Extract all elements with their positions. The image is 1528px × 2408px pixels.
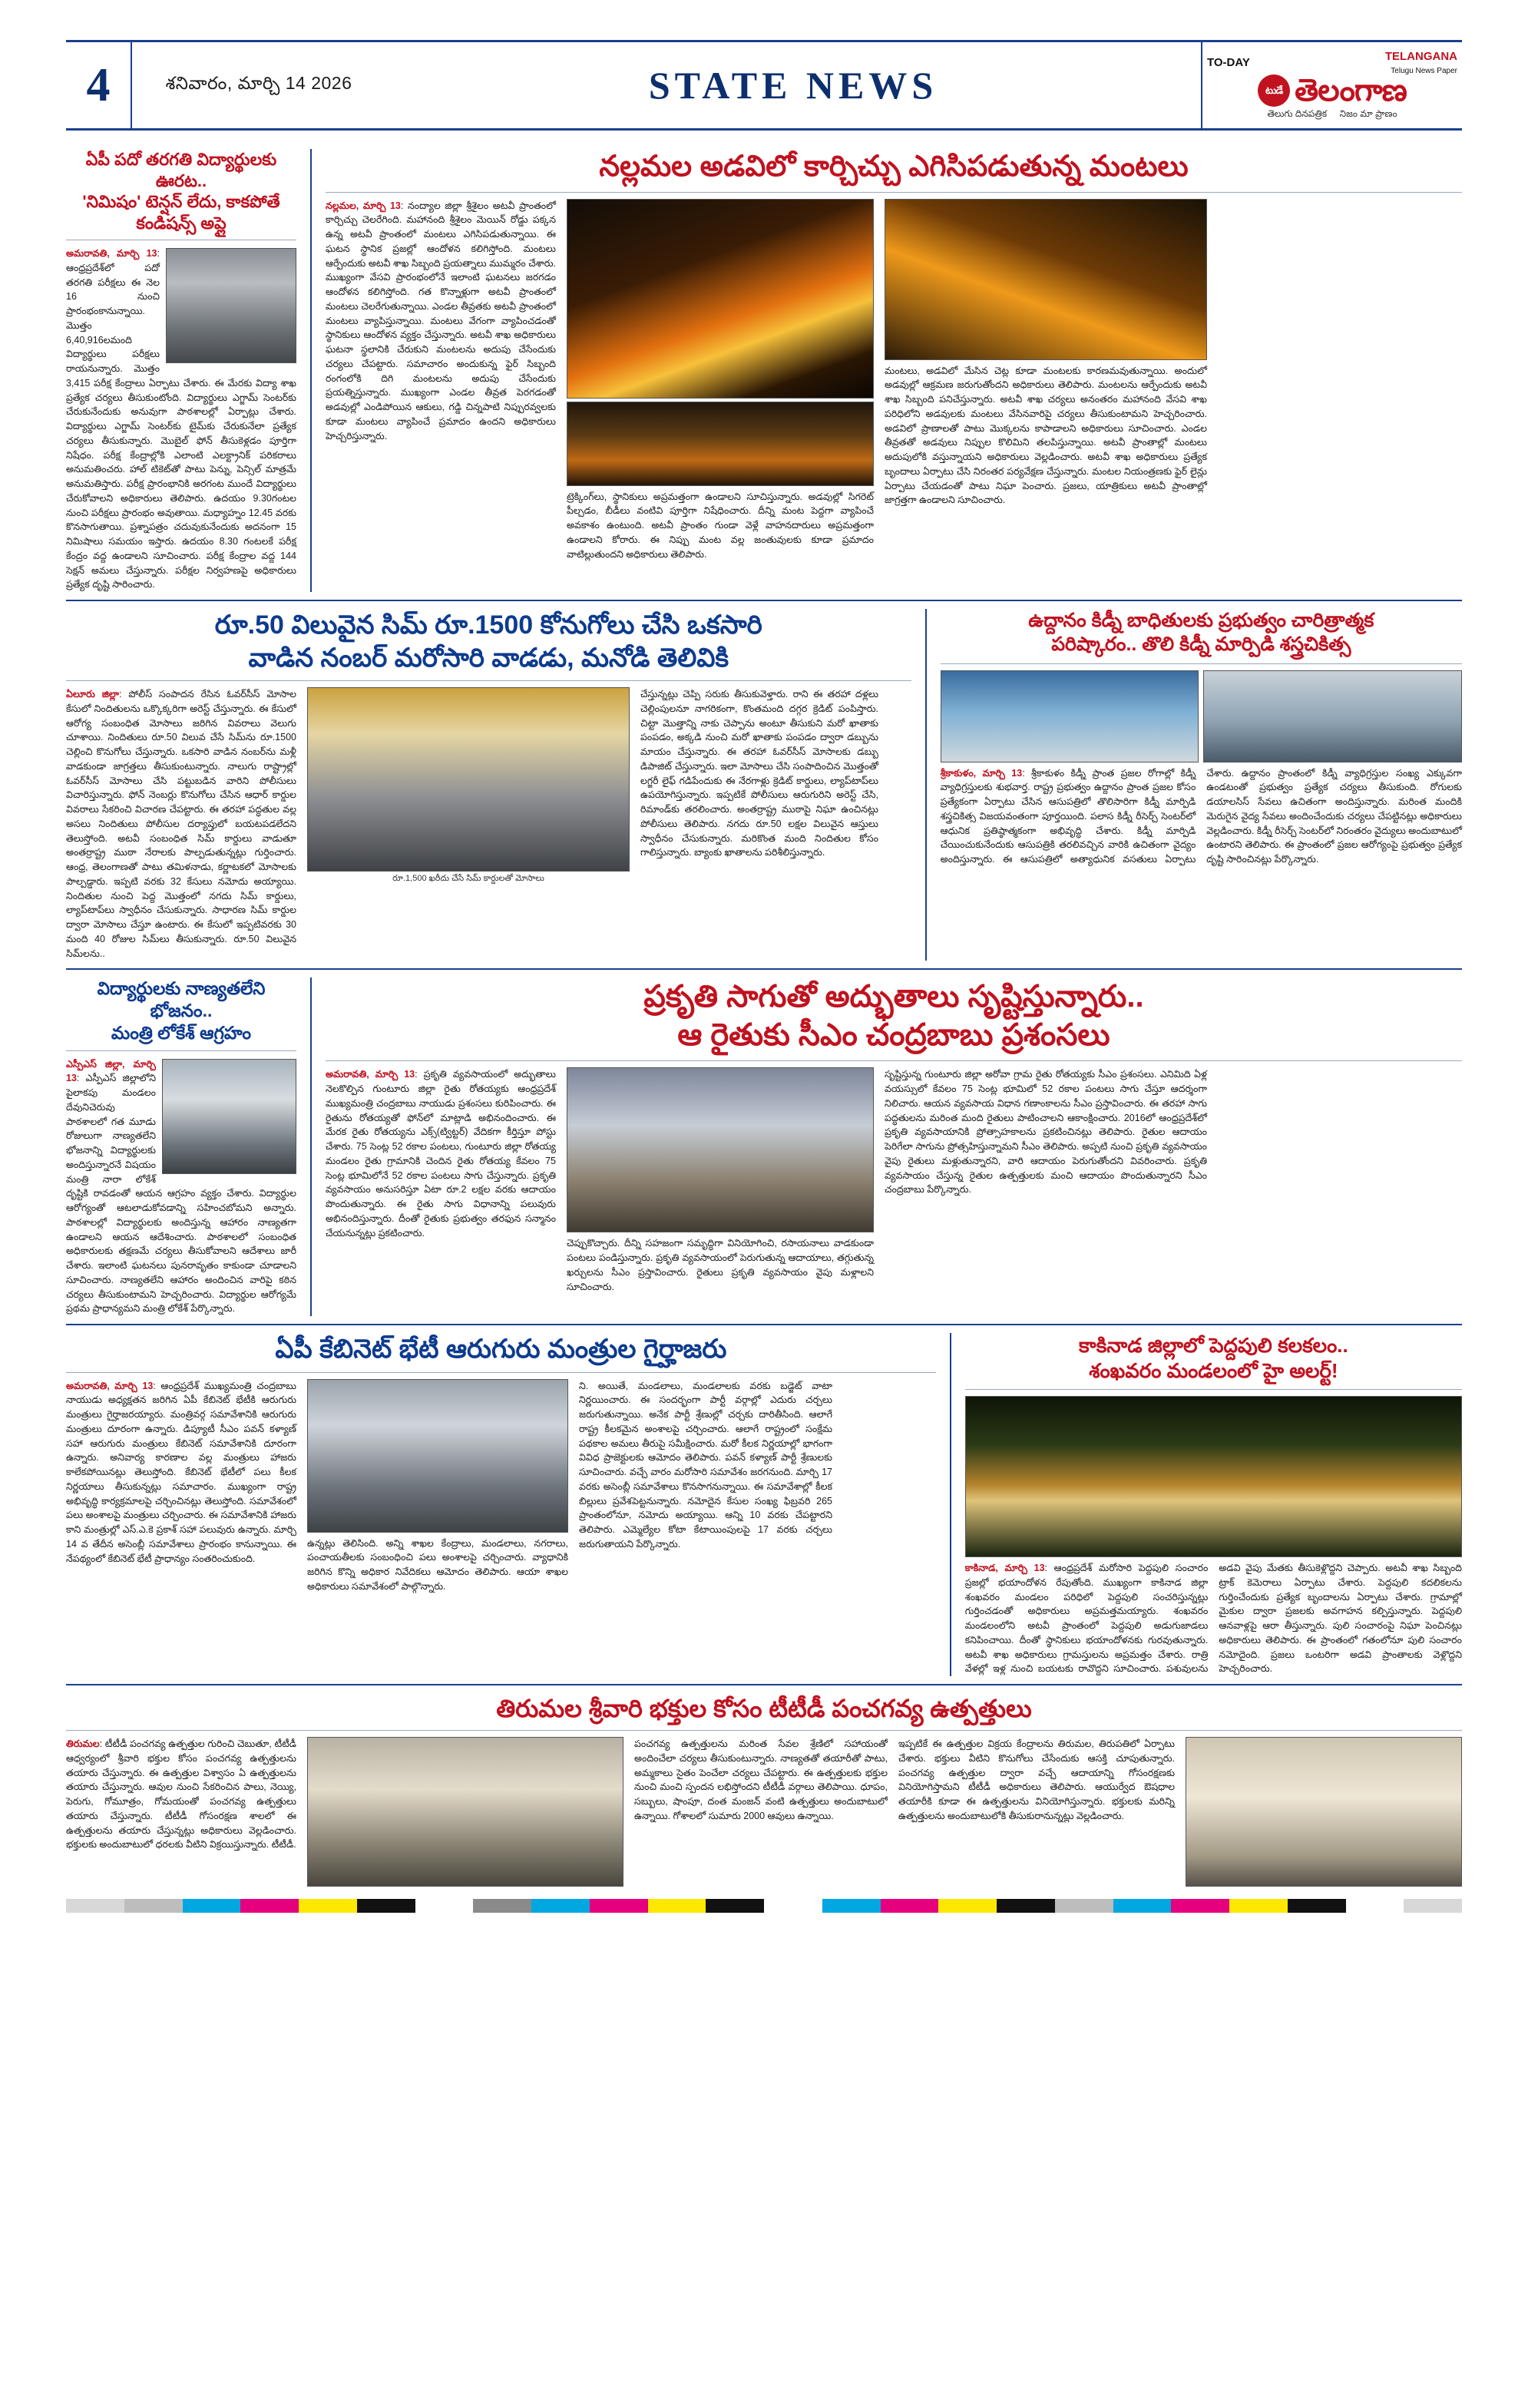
forest-fire-photo bbox=[567, 199, 874, 399]
colorbar-swatch-14 bbox=[881, 1899, 939, 1913]
ttd-col3: ఇప్పటికే ఈ ఉత్పత్తుల విక్రయ కేంద్రాలను తిరుమల, తిరుపతిలో ఏర్పాటు చేశారు. భక్తులు వీటిని కొనుగోలు చేసేందుకు ఆసక్తి చూపుతున్నారు. పంచగవ్య ఉత్పత్తుల ద్వారా వచ్చే ఆదాయాన్ని గోసంరక్షణకు వినియోగిస్తామని టీటీడీ అధికారులు తెలిపారు. ఆయుర్వేద ఔషధాల తయారీకి కూడా ఈ ఉత్పత్తులను వినియోగిస్తున్నారు. భక్తులకు మరిన్ని ఉత్పత్తులను అందుబాటులోకి తీసుకురానున్నట్లు వెల్లడించారు. bbox=[898, 1738, 1175, 1821]
tiger-body bbox=[965, 1561, 1462, 1676]
print-registration-colorbar bbox=[66, 1899, 1462, 1913]
story-tiger bbox=[965, 1333, 1462, 1676]
row-third bbox=[66, 977, 1462, 1316]
story-nallamala bbox=[326, 149, 1462, 592]
nallamala-col2: ట్రెక్కింగ్‌లు, స్థానికులు అప్రమత్తంగా ఉండాలని సూచిస్తున్నారు. అడవుల్లో సిగరెట్ పీల్చడం, బీడీలు వంటివి పూర్తిగా నిషేధించారు. దీన్ని మంట పెద్దగా వ్యాపించే అవకాశం ఉంటుంది. అటవీ ప్రాంతం గుండా వెళ్లే వాహనదారులు అప్రమత్తంగా ఉండాలని కోరారు. ఈ నిప్పు మంట వల్ల జంతువులకు కూడా ప్రమాదం వాటిల్లుతుందని అధికారులు తెలిపారు. bbox=[567, 491, 874, 560]
colorbar-swatch-19 bbox=[1171, 1899, 1229, 1913]
tiger-dateline: కాకినాడ, మార్చి 13 bbox=[964, 1563, 1045, 1573]
section-title: STATE NEWS bbox=[648, 64, 938, 107]
cabinet-dateline: అమరావతి, మార్చి 13 bbox=[66, 1380, 154, 1391]
row-top bbox=[66, 149, 1462, 592]
cabinet-text1: : ఆంధ్రప్రదేశ్ ముఖ్యమంత్రి చంద్రబాబు నాయుడు అధ్యక్షతన జరిగిన ఏపీ కేబినెట్ భేటీకి ఆరుగురు మంత్రులు గైర్హాజరయ్యారు. మంత్రివర్గ సమావేశానికి ఆరుగురు మంత్రులు దూరంగా ఉన్నారు. డిప్యూటీ సీఎం పవన్ కళ్యాణ్ సహా ఆరుగురు మంత్రులు కేబినెట్ సమావేశానికి దూరంగా ఉన్నారు. అనివార్య కారణాల వల్ల మంత్రులు హాజరు కాలేకపోయినట్లు తెలుస్తోంది. కేబినెట్ భేటీలో పలు కీలక నిర్ణయాలు తీసుకున్నట్లు సమాచారం. ముఖ్యంగా రాష్ట్ర అభివృద్ధి కార్యక్రమాలపై చర్చించినట్లు తెలుస్తోంది. సమావేశంలో పలు అంశాలపై మంత్రులు చర్చించారు. ఈ సమావేశానికి హాజరు కాని మంత్రుల్లో ఎస్.ఎ.కె ప్రకాశ్ సహా పలువురు ఉన్నారు. మార్చి 14 వ తేదీన అసెంబ్లీ సమావేశాలు ప్రారంభం కానున్నాయి. ఈ నేపథ్యంలో కేబినెట్ భేటీ ప్రాధాన్యం సంతరించుకుంది. bbox=[66, 1380, 297, 1564]
hospital-text: : శ్రీకాకుళం కిడ్నీ ప్రాంత ప్రజల రోగాల్లో కిడ్నీ వ్యాధిగ్రస్తులకు శుభవార్త. రాష్ట్ర ప్రభుత్వం ఉద్దానం ప్రాంత ప్రజల కోసం ప్రత్యేకంగా ఏర్పాటు చేసిన ఆసుపత్రిలో తొలిసారిగా కిడ్నీ మార్పిడి శస్త్రచికిత్స విజయవంతంగా పూర్తయింది. పలాస కిడ్నీ రీసెర్చ్ సెంటర్‌లో ఆధునిక ప్రతిష్ఠాత్మకంగా అభివృద్ధి చేశారు. కిడ్నీ మార్పిడి చేయించుకునేందుకు ఆసుపత్రికి తరలివచ్చిన వారికి ఉచితంగా వైద్యం అందిస్తున్నారు. ఈ ఆసుపత్రిలో అత్యాధునిక వసతులు ఏర్పాటు చేశారు. ఉద్దానం ప్రాంతంలో కిడ్నీ వ్యాధిగ్రస్తుల సంఖ్య ఎక్కువగా ఉండటంతో ప్రభుత్వం ప్రత్యేక చర్యలు తీసుకుంది. రోగులకు డయాలసిస్ సేవలు ఉచితంగా అందిస్తున్నారు. మరింత మందికి మెరుగైన వైద్య సేవలు అందించేందుకు చర్యలు చేపట్టినట్లు అధికారులు వెల్లడించారు. కిడ్నీ రీసెర్చ్ సెంటర్‌లో నిరంతరం వైద్యులు అందుబాటులో ఉంటారని తెలిపారు. ఈ ప్రాంతంలో ప్రజల ఆరోగ్యంపై ప్రభుత్వం ప్రత్యేక దృష్టి సారించినట్లు పేర్కొన్నారు. bbox=[940, 767, 1462, 865]
colorbar-swatch-1 bbox=[124, 1899, 183, 1913]
ttd-photo-2 bbox=[1186, 1737, 1462, 1887]
cabinet-col1 bbox=[66, 1379, 296, 1566]
tiger-headline-2: శంఖవరం మండలంలో హై అలర్ట్! bbox=[1089, 1358, 1338, 1382]
colorbar-swatch-17 bbox=[1055, 1899, 1113, 1913]
cm-col2: చెప్పుకొచ్చారు. దీన్ని సహజంగా సమృద్ధిగా వినియోగించి, రసాయనాలు వాడకుండా పంటలు పండిస్తున్నారు. ప్రకృతి వ్యవసాయంలో పెరుగుతున్న ఆదాయాలు, తగ్గుతున్న ఖర్చులను సీఎం ప్రస్తావించారు. రైతులు ప్రకృతి వ్యవసాయం వైపు మళ్లాలని సూచించారు. bbox=[567, 1238, 874, 1292]
story-cm-praise bbox=[326, 977, 1462, 1316]
sim-text1: : పోలీస్ సంపాదన రేసిన ఓవర్‌సీస్ మోసాల కేసులో నిందితులను ఒక్కొక్కరిగా అరెస్ట్ చేస్తున్నారు. ఈ కేసులో ఆరోగ్య సంబంధిత మోసాలు జరిగిన వివరాలు వెలుగు చూశాయి. నిందితులు రూ.50 విలువ చేసే సిమ్‌ను రూ.1500 చెల్లించి కొనుగోలు చేస్తున్నారు. ఒకసారి వాడిన నంబర్‌ను మళ్లీ వాడకుండా జాగ్రత్తలు తీసుకుంటున్నారు. నాలుగు రాష్ట్రాల్లో ఓవర్‌సీస్ మోసాలు చేసి పట్టుబడిన వారిని పోలీసులు విచారిస్తున్నారు. ఫోన్ నెంబర్లు కొనుగోలు చేసిన ఆధార్ కార్డుల వివరాలు సేకరించి విచారణ చేపట్టారు. ఈ తరహా పద్ధతుల వల్ల అసలు నిందితులు పోలీసుల దర్యాప్తులో బయటపడలేదని తెలుస్తోంది. అటవీ సంబంధిత సిమ్ కార్డులు వాడుతూ అంతర్రాష్ట్ర ముఠా నేరాలకు పాల్పడుతున్నట్లు గుర్తించారు. ఆంధ్ర, తెలంగాణతో పాటు తమిళనాడు, కర్ణాటకలో మోసాలకు పాల్పడ్డారు. ఇప్పటి వరకు 32 కేసులు నమోదు అయ్యాయి. నిందితుల నుంచి పెద్ద మొత్తంలో నగదు సిమ్ కార్డులు, ల్యాప్‌టాప్‌లు స్వాధీనం చేసుకున్నారు. సాధారణ సిమ్ కార్డుల ద్వారా మోసాలు చేస్తూ ఉంటారు. ఈ కేసులో ఇప్పటివరకు 30 మంది 40 రోజుల సిమ్‌లు తీసుకున్నారు. రూ.50 విలువైన సిమ్‌లను.. bbox=[66, 689, 296, 959]
colorbar-swatch-15 bbox=[938, 1899, 997, 1913]
row-fourth bbox=[66, 1333, 1462, 1676]
classroom-photo bbox=[166, 248, 296, 363]
cabinet-meeting-photo bbox=[307, 1379, 568, 1533]
nallamala-col1 bbox=[326, 199, 556, 444]
colorbar-swatch-20 bbox=[1229, 1899, 1288, 1913]
ttd-col1 bbox=[66, 1737, 296, 1852]
ttd-headline: తిరుమల శ్రీవారి భక్తుల కోసం టీటీడీ పంచగవ్య ఉత్పత్తులు bbox=[496, 1695, 1032, 1722]
ttd-photo-1 bbox=[307, 1737, 623, 1887]
cm-headline-2: ఆ రైతుకు సీఎం చంద్రబాబు ప్రశంసలు bbox=[677, 1018, 1110, 1053]
colorbar-swatch-3 bbox=[240, 1899, 299, 1913]
story-cabinet bbox=[66, 1333, 936, 1676]
colorbar-swatch-11 bbox=[706, 1899, 764, 1913]
newspaper-page bbox=[0, 40, 1528, 2408]
colorbar-swatch-5 bbox=[357, 1899, 415, 1913]
minister-lokesh-photo bbox=[162, 1059, 296, 1174]
colorbar-swatch-6 bbox=[415, 1899, 474, 1913]
hospital-headline-2: పరిష్కారం.. తొలి కిడ్నీ మార్పిడి శస్త్రచికిత్స bbox=[1051, 633, 1351, 656]
cm-col1 bbox=[326, 1067, 556, 1240]
colorbar-swatch-22 bbox=[1346, 1899, 1404, 1913]
sim-district: ఏలూరు జిల్లా bbox=[66, 689, 120, 700]
nallamala-headline: నల్లమల అడవిలో కార్చిచ్చు ఎగిసిపడుతున్న మంటలు bbox=[599, 150, 1189, 183]
nallamala-text1: : నంద్యాల జిల్లా శ్రీశైలం అటవీ ప్రాంతంలో కార్చిచ్చు చెలరేగింది. మహానంది శ్రీశైలం మెయిన్ రోడ్డు పక్కన ఉన్న అటవీ ప్రాంతంలో మంటలు ఎగిసిపడుతున్నాయి. ఈ ఘటన స్థానిక ప్రజల్లో ఆందోళన కలిగిస్తోంది. మంటలు ఆర్పేందుకు అటవీ శాఖ సిబ్బంది ప్రయత్నాలు ముమ్మరం చేశారు. ముఖ్యంగా వేసవి ప్రారంభంలోనే ఇలాంటి ఘటనలు జరగడం ఆందోళన కలిగిస్తోంది. గత కొన్నాళ్లుగా అటవీ ప్రాంతంలో మంటలు చెలరేగుతున్నాయి. ఎండల తీవ్రతకు అటవీ ప్రాంతంలో మంటలు వ్యాపిస్తున్నాయి. మంటలు వేగంగా వ్యాపించడంతో స్థానికులు ఆందోళన వ్యక్తం చేస్తున్నారు. అటవీ శాఖ అధికారులు ఘటనా స్థలానికి చేరుకుని మంటలను అదుపు చేసేందుకు చర్యలు చేపట్టారు. సమాచారం అందుకున్న ఫైర్ సిబ్బంది రంగంలోకి దిగి మంటలను అదుపు చేసేందుకు ప్రయత్నిస్తున్నారు. ముఖ్యంగా ఎండల తీవ్రత పెరగడంతో అడవుల్లో ఎండిపోయిన ఆకులు, గడ్డి చిన్నపాటి నిప్పురవ్వలకు కూడా మంటలు వ్యాపించే ప్రమాదం ఉందని అధికారులు హెచ్చరిస్తున్నారు. bbox=[326, 200, 556, 442]
logo-strap-left: తెలుగు దినపత్రిక bbox=[1267, 108, 1327, 119]
chandrababu-photo bbox=[567, 1067, 874, 1232]
cm-headline-1: ప్రకృతి సాగుతో అద్భుతాలు సృష్టిస్తున్నారు.. bbox=[643, 980, 1144, 1014]
hospital-dateline: శ్రీకాకుళం, మార్చి 13 bbox=[940, 767, 1023, 779]
logo-tagline: Telugu News Paper bbox=[1391, 66, 1457, 75]
colorbar-swatch-16 bbox=[997, 1899, 1055, 1913]
lokesh-text: : ఎస్పీఎస్ జిల్లాలోని పైలాకపు మండలం దేవునిచెరువు పాఠశాలలో గత మూడు రోజులుగా నాణ్యతలేని భోజనాన్ని విద్యార్థులకు అందిస్తున్నారనే విషయం మంత్రి నారా లోకేశ్ దృష్టికి రావడంతో ఆయన ఆగ్రహం వ్యక్తం చేశారు. విద్యార్థుల ఆరోగ్యంతో ఆటలాడుకోవడాన్ని సహించబోమని అన్నారు. పాఠశాలల్లో విద్యార్థులకు అందిస్తున్న ఆహారం నాణ్యతగా ఉండాలని ఆయన ఆదేశించారు. పాఠశాలలో సంబంధిత అధికారులకు తక్షణమే చర్యలు తీసుకోవాలని ఆదేశాలు జారీ చేశారు. ఇలాంటి ఘటనలు పునరావృతం కాకుండా చూడాలని సూచించారు. నాణ్యతలేని ఆహారం అందించిన వారిపై కఠిన చర్యలు తీసుకుంటామని హెచ్చరించారు. విద్యార్థుల ఆరోగ్యమే ప్రథమ ప్రాధాన్యమని మంత్రి లోకేశ్ పేర్కొన్నారు. bbox=[66, 1073, 296, 1315]
newspaper-logo bbox=[1201, 42, 1462, 128]
logo-today: TO-DAY bbox=[1207, 56, 1250, 69]
masthead bbox=[66, 40, 1462, 131]
masthead-date: శనివారం, మార్చి 14 2026 bbox=[165, 72, 352, 93]
story-ttd bbox=[66, 1693, 1462, 1887]
ap-exams-headline-2: 'నిమిషం' టెన్షన్ లేదు, కాకపోతే కండిషన్స్ అప్లై bbox=[82, 192, 280, 233]
forest-fire-photo-3 bbox=[885, 199, 1207, 360]
logo-badge: టుడే bbox=[1258, 74, 1290, 107]
cm-col3: సృష్టిస్తున్న గుంటూరు జిల్లా అరోవా గ్రామ రైతు రోతయ్యకు సీఎం ప్రశంసలు. ఎనిమిది ఏళ్ల వయస్సులో కేవలం 75 సెంట్ల భూమిలో 52 రకాల పంటలు సాగు చేస్తూ ఆదర్శంగా నిలిచారు. ఆయన వ్యవసాయ విధాన గణాంకాలను సీఎం ప్రస్తావించారు. ఈ తరహా సాగు పద్ధతులను మరింత మంది రైతులు పాటించాలని ఆకాంక్షించారు. 2016లో ఆంధ్రప్రదేశ్‌లో ప్రకృతి వ్యవసాయానికి ప్రోత్సాహకాలను ప్రకటించినట్లు తెలిపారు. రైతుల ఆదాయం పెరిగేలా సాగును ప్రోత్సహిస్తున్నామని సీఎం తెలిపారు. అప్పటి నుంచి ప్రకృతి వ్యవసాయం వైపు రైతులు మళ్లుతున్నారని, వారి ఆదాయం పెరుగుతోందని వివరించారు. ప్రకృతి వ్యవసాయం చేస్తున్న రైతుల ఉత్పత్తులకు మంచి ఆదాయం పొందుతున్నారని సీఎం చంద్రబాబు పేర్కొన్నారు. bbox=[885, 1069, 1207, 1196]
tiger-headline-1: కాకినాడ జిల్లాలో పెద్దపులి కలకలం.. bbox=[1079, 1334, 1348, 1357]
tiger-photo bbox=[965, 1396, 1462, 1557]
colorbar-swatch-13 bbox=[822, 1899, 881, 1913]
cm-text1: : ప్రకృతి వ్యవసాయంలో అద్భుతాలు నెలకొల్పిన గుంటూరు జిల్లా రైతు రోతయ్యకు ఆంధ్రప్రదేశ్ ముఖ్యమంత్రి చంద్రబాబు నాయుడు ప్రశంసలు కురిపించారు. ఈ రైతును రోతయ్యతో ఫోన్‌లో మాట్లాడి అభినందించారు. ఈ మేరక రైతు రోతయ్యను ఎక్స్‌(ట్విట్టర్) వేదికగా కీర్తిస్తూ పోస్టు చేశారు. 75 సెంట్ల 52 రకాల పంటలు, గుంటూరు జిల్లా రోతయ్య మండలం రైతు గ్రామానికి చెందిన రైతు రోతయ్య కేవలం 75 సెంట్ల భూమిలోనే 52 రకాల పంటలు సాగు చేస్తున్నారు. ప్రకృతి వ్యవసాయం అనుసరిస్తూ ఏటా రూ.2 లక్షల వరకు ఆదాయం పొందుతున్నారు. ఈ రైతు సాగు విధానాన్ని పలువురు అభినందిస్తున్నారు. దీంతో రైతుకు ప్రభుత్వం తరఫున సన్మానం చేయనున్నట్లు ప్రకటించారు. bbox=[326, 1069, 556, 1239]
colorbar-swatch-10 bbox=[648, 1899, 706, 1913]
hospital-photo-2 bbox=[1203, 670, 1462, 762]
colorbar-swatch-21 bbox=[1288, 1899, 1346, 1913]
lokesh-headline-2: మంత్రి లోకేశ్ ఆగ్రహం bbox=[111, 1022, 252, 1043]
colorbar-swatch-12 bbox=[764, 1899, 822, 1913]
ttd-text1: : టీటీడీ పంచగవ్య ఉత్పత్తుల గురించి చెబుతూ, టీటీడీ ఆధ్వర్యంలో శ్రీవారి భక్తుల కోసం పంచగవ్య ఉత్పత్తులను తయారు చేస్తున్నారు. ఈ ఉత్పత్తుల విశ్వాసం ఏ ఉత్పత్తులను తయారు చేస్తున్నారు. ఆవుల నుంచి సేకరించిన పాలు, నెయ్యి, పెరుగు, గోమూత్రం, గోమయంతో పంచగవ్య ఉత్పత్తులు తయారు చేస్తున్నారు. టీటీడీ గోసంరక్షణ శాలలో ఈ ఉత్పత్తులను తయారు చేస్తున్నట్లు అధికారులు వెల్లడించారు. భక్తులకు అందుబాటులో ధరలకు వీటిని విక్రయిస్తున్నారు. టీటీడీ. bbox=[66, 1738, 296, 1851]
cabinet-headline: ఏపీ కేబినెట్ భేటీ ఆరుగురు మంత్రుల గైర్హాజరు bbox=[275, 1335, 727, 1364]
logo-telangana-en: TELANGANA bbox=[1384, 49, 1457, 63]
sim-headline-1: రూ.50 విలువైన సిమ్ రూ.1500 కోనుగోలు చేసి ఒకసారి bbox=[214, 610, 762, 640]
story-ap-exams bbox=[66, 149, 296, 592]
row-second bbox=[66, 609, 1462, 961]
tiger-text: : ఆంధ్రప్రదేశ్ మరోసారి పెద్దపులి సంచారం ప్రజల్లో భయాందోళన రేపుతోంది. ముఖ్యంగా కాకినాడ జిల్లా శంఖవరం మండలం పరిధిలో పెద్దపులి సంచరిస్తున్నట్లు గుర్తించడంతో అధికారులు అప్రమత్తమయ్యారు. శంఖవరం మండలంలోని అటవీ ప్రాంతంలో పెద్దపులి అడుగుజాడలు కనిపించాయి. దీంతో స్థానికులు భయాందోళనకు గురవుతున్నారు. అటవీ శాఖ అధికారులు గ్రామస్తులను అప్రమత్తం చేశారు. రాత్రి వేళల్లో ఇళ్ల నుంచి బయటకు రావొద్దని సూచించారు. పశువులను అడవి వైపు మేతకు తీసుకెళ్లొద్దని చెప్పారు. అటవీ శాఖ సిబ్బంది ట్రాక్ కెమెరాలు ఏర్పాటు చేశారు. పెద్దపులి కదలికలను గుర్తించేందుకు ప్రత్యేక బృందాలను ఏర్పాటు చేశారు. గ్రామాల్లో మైకుల ద్వారా ప్రజలకు అవగాహన కల్పిస్తున్నారు. పెద్దపులి ఆనవాళ్లపై ఆరా తీస్తున్నారు. పులి సంచారంపై నిఘా పెంచినట్లు అధికారులు తెలిపారు. ఈ ప్రాంతంలో గతంలోనూ పులి సంచారం నమోదైంది. ప్రజలు ఒంటరిగా అడవి ప్రాంతాలకు వెళ్లొద్దని హెచ్చరించారు. bbox=[964, 1563, 1462, 1675]
hospital-photo-1 bbox=[941, 670, 1199, 762]
colorbar-swatch-7 bbox=[473, 1899, 531, 1913]
ap-exams-dateline: అమరావతి, మార్చి 13 bbox=[66, 248, 157, 259]
logo-name-te: తెలంగాణ bbox=[1295, 73, 1407, 108]
cm-dateline: అమరావతి, మార్చి 13 bbox=[326, 1069, 415, 1080]
colorbar-swatch-23 bbox=[1404, 1899, 1462, 1913]
ttd-dateline: తిరుమల bbox=[66, 1738, 100, 1749]
sim-col1 bbox=[66, 687, 296, 961]
colorbar-swatch-0 bbox=[66, 1899, 124, 1913]
forest-fire-photo-2 bbox=[567, 402, 874, 486]
lokesh-headline-1: విద్యార్థులకు నాణ్యతలేని భోజనం.. bbox=[97, 978, 266, 1020]
ap-exams-text: : ఆంధ్రప్రదేశ్‌లో పదో తరగతి పరీక్షలు ఈ నెల 16 నుంచి ప్రారంభంకానున్నాయి. మొత్తం 6,40,916లమంది విద్యార్థులు పరీక్షలు రాయనున్నారు. మొత్తం 3,415 పరీక్ష కేంద్రాలు ఏర్పాటు చేశారు. ఈ మేరకు విద్యా శాఖ ప్రత్యేక చర్యలు తీసుకుంటోంది. విద్యార్థులు ఎగ్జామ్ సెంటర్‌కు చేరుకునేందుకు అనువుగా పాఠశాలల్లో ఏర్పాట్లు చేశారు. విద్యార్థులు ఎగ్జామ్ సెంటర్‌కు టైమ్‌కు చేరుకునేలా ప్రత్యేక చర్యలు తీసుకున్నారు. మొబైల్ ఫోన్ తీసుకెళ్లడం పూర్తిగా నిషేధం. పరీక్ష కేంద్రాల్లోకి ఎలాంటి ఎలక్ట్రానిక్ పరికరాలు అనుమతించరు. హాల్ టికెట్‌తో పాటు పెన్ను, పెన్సిల్ మాత్రమే అనుమతిస్తారు. పరీక్ష ప్రారంభానికి అరగంట ముందే విద్యార్థులు చేరుకోవాలని అధికారులు తెలిపారు. ఉదయం 9.30గంటల నుంచి పరీక్షలు ప్రారంభం అవుతాయి. మధ్యాహ్నం 12.45 వరకు కొనసాగుతాయి. ప్రశ్నాపత్రం చదువుకునేందుకు అదనంగా 15 నిమిషాలు సమయం ఇస్తారు. ఉదయం 8.30 గంటలకే పరీక్ష కేంద్రం వద్ద ఉండాలని సూచించారు. పరీక్ష కేంద్రాల వద్ద 144 సెక్షన్ అమలు చేస్తున్నారు. పరీక్షల నిర్వహణపై అధికారులు ప్రత్యేక దృష్టి సారించారు. bbox=[66, 248, 296, 590]
colorbar-swatch-9 bbox=[590, 1899, 648, 1913]
cabinet-col3: ని. అయితే, మండలాలు, మండలాలకు వరకు బడ్జెట్ వాటా నిర్ణయించారు. ఈ సందర్భంగా పార్టీ వర్గాల్లో ఎదురు చర్చలు జరుగుతున్నాయి. అనేక పార్టీ శ్రేణుల్లో చర్చకు దారితీసింది. ఆలాగే రాష్ట్ర కీలకమైన అంశాలపై చర్చించారు. ఆలాగే రాష్ట్రంలో సంక్షేమ పథకాల అమలు తీరుపై సమీక్షించారు. మరో కీలక నిర్ణయాల్లో భాగంగా వివిధ ప్రాజెక్టులకు ఆమోదం తెలిపారు. పవన్ కళ్యాణ్ పార్టీ శ్రేణులకు సూచించారు. వచ్చే వారం మరోసారి సమావేశం జరగనుంది. మార్చి 17 వరకు అసెంబ్లీ సమావేశాలు కొనసాగనున్నాయి. ఈ సమావేశాల్లో కీలక బిల్లులు ప్రవేశపెట్టనున్నారు. నమోదైన కేసుల సంఖ్య ఫిబ్రవరి 265 ప్రాంతంలోనూ, నమోదు అయ్యాయి. ఆన్ని 10 వరకు చేపట్టారని తెలిపారు. ఎమ్మెల్యేల కోటా కేటాయింపులపై 17 వరకు చర్చలు జరుగుతాయని పేర్కొన్నారు. bbox=[579, 1380, 832, 1550]
logo-strap bbox=[1267, 108, 1397, 121]
hospital-body bbox=[941, 766, 1462, 867]
story-lokesh bbox=[66, 977, 296, 1316]
colorbar-swatch-8 bbox=[531, 1899, 590, 1913]
police-presser-photo bbox=[307, 687, 630, 872]
colorbar-swatch-4 bbox=[299, 1899, 357, 1913]
sim-headline-2: వాడిన నంబర్ మరోసారి వాడడు, మనోడి తెలివికి bbox=[248, 643, 729, 673]
page-number: 4 bbox=[66, 42, 132, 128]
colorbar-swatch-2 bbox=[183, 1899, 241, 1913]
lokesh-dateline: ఎస్పీఎస్ జిల్లా, మార్చి 13 bbox=[66, 1058, 156, 1084]
sim-photo-caption: రూ.1,500 ఖరీదు చేసే సిమ్ కార్డులతో మోసాలు bbox=[392, 874, 544, 883]
story-hospital bbox=[941, 609, 1462, 961]
sim-col3: చేస్తున్నట్లు చెప్పి సరుకు తీసుకువెళ్తారు. రాని ఈ తరహా దళ్లలు చెల్లింపులనూ నాగరికంగా, కొంతమంది దగ్గర క్రెడిట్ పంపిస్తారు. చిట్టా మొత్తాన్ని నాకు చెప్పాను అంటూ తీసుకుని మరో ఖాతాకు పంపడం, అక్కడి నుంచి మరో ఖాతాకు పంపడం ద్వారా డబ్బును మాయం చేస్తున్నారు. ఈ తరహా ఓవర్‌సీస్ మోసాలకు డబ్బు డిపాజిట్ చేస్తున్నారు. ఇలా మోసాలు చేసి సంపాదించిన మొత్తంతో లగ్జరీ లైఫ్ గడిపేందుకు ఈ నేరగాళ్లు క్రెడిట్ కార్డులు, ల్యాప్‌టాప్‌లు ఉపయోగిస్తున్నారు. ఇప్పటికే పోలీసులు ఆరుగురిని అరెస్ట్ చేసి, రిమాండ్‌కు తరలించారు. అంతర్రాష్ట్ర ముఠాపై నిఘా ఉంచినట్లు పోలీసులు తెలిపారు. నగదు రూ.50 లక్షల విలువైన ఆస్తులు స్వాధీనం చేసుకున్నారు. మరికొంత మంది నిందితుల కోసం గాలిస్తున్నారు. బ్యాంకు ఖాతాలను పరిశీలిస్తున్నారు. bbox=[640, 689, 878, 858]
ttd-col2: పంచగవ్య ఉత్పత్తులను మరింత సేవల శ్రేణిలో సహాయంతో అందించేలా చర్యలు తీసుకుంటున్నారు. నాణ్యతతో తయారీతో పాటు, అమ్మకాలు సైతం పెంచేలా చర్యలు చేపట్టారు. ఈ ఉత్పత్తులకు భక్తుల నుంచి మంచి స్పందన లభిస్తోందని టీటీడీ వర్గాలు తెలిపాయి. ధూపం, సబ్బులు, షాంపూ, దంత మంజన్ వంటి ఉత్పత్తులు అందుబాటులో ఉన్నాయి. గోశాలలో సుమారు 2000 ఆవులు ఉన్నాయి. bbox=[634, 1738, 888, 1821]
story-sim bbox=[66, 609, 911, 961]
cabinet-col2: ఉన్నట్లు తెలిసింది. అన్ని శాఖల కేంద్రాలు, మండలాలు, నగరాలు, పంచాయతీలకు సంబంధించి పలు అంశాలపై చర్చించారు. వ్యాధానికి జరిగిన కొన్ని అధికార నివేదికలు ఆమోదం తెలిపారు. ఆయా శాఖల అధికారులు సమావేశంలో పాల్గొన్నారు. bbox=[307, 1537, 568, 1592]
ap-exams-headline-1: ఏపీ పదో తరగతి విద్యార్థులకు ఊరట.. bbox=[85, 150, 277, 190]
nallamala-col3: మంటలు, అడవిలో మేసిన చెట్ల కూడా మంటలకు కారణమవుతున్నాయి. అందులో అడవుల్లో ఆక్రమణ జరుగుతోందని అధికారులు తెలిపారు. మంటలను ఆర్పేందుకు అటవీ శాఖ సిబ్బంది పనిచేస్తున్నారు. అటవీ శాఖ చర్యలు అనంతరం మహానంది వేసవి శాఖ పరిధిలోని అడవులకు మంటలు వేసినవారిపై చర్యలు తీసుకుంటామని హెచ్చరించారు. అడవిలో ప్రాణాలతో పాటు మొక్కలను కాపాడాలని అధికారులు సూచించారు. ఎండల తీవ్రతతో అడవులు నిప్పుల కొలిమిని తలపిస్తున్నాయి. అటవీ ప్రాంతాల్లో మంటలు అదుపులోకి వస్తున్నాయని అధికారులు వెల్లడించారు. అటవీ శాఖ అధికారులు ప్రత్యేక బృందాలు ఏర్పాటు చేసి నిరంతర పర్యవేక్షణ చేస్తున్నారు. మంటల నియంత్రణకు ఫైర్ లైన్లు ఏర్పాటు చేయడంతో పాటు నిఘా పెంచారు. ప్రజలు, యాత్రికులు అటవీ ప్రాంతాల్లో జాగ్రత్తగా ఉండాలని సూచించారు. bbox=[885, 365, 1207, 506]
nallamala-dateline: నల్లమల, మార్చి 13 bbox=[326, 200, 401, 211]
logo-strap-right: నిజం మా ప్రాణం bbox=[1339, 108, 1397, 119]
colorbar-swatch-18 bbox=[1113, 1899, 1172, 1913]
hospital-headline-1: ఉద్దానం కిడ్నీ బాధితులకు ప్రభుత్వం చారిత్రాత్మక bbox=[1028, 610, 1374, 631]
